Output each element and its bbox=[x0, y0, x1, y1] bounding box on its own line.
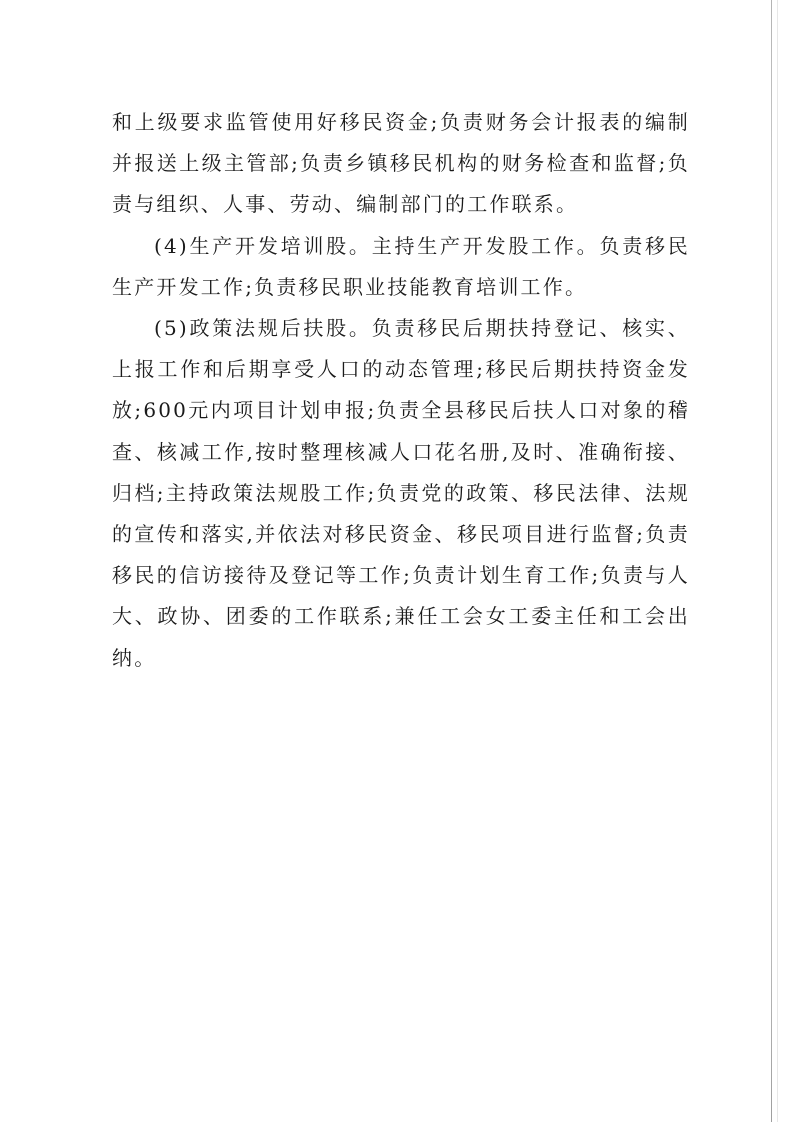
paragraph-production-training-section: (4)生产开发培训股。主持生产开发股工作。负责移民生产开发工作;负责移民职业技能教育培训工作。 bbox=[112, 233, 690, 299]
paragraph-policy-regulation-section: (5)政策法规后扶股。负责移民后期扶持登记、核实、上报工作和后期享受人口的动态管理;移民后期扶持资金发放;600元内项目计划申报;负责全县移民后扶人口对象的稽查、核减工作,按时整理核减人口花名册,及时、准确衔接、归档;主持政策法规股工作;负责党的政策、移民法律、法规的宣传和落实,并依法对移民资金、移民项目进行监督;负责移民的信访接待及登记等工作;负责计划生育工作;负责与人大、政协、团委的工作联系;兼任工会女工委主任和工会出纳。 bbox=[112, 316, 690, 670]
body-text bbox=[112, 102, 690, 679]
scan-edge-line-secondary bbox=[777, 0, 778, 1122]
paragraph-finance-duties: 和上级要求监管使用好移民资金;负责财务会计报表的编制并报送上级主管部;负责乡镇移民机构的财务检查和监督;负责与组织、人事、劳动、编制部门的工作联系。 bbox=[112, 110, 690, 217]
scan-edge-line bbox=[771, 0, 772, 1122]
